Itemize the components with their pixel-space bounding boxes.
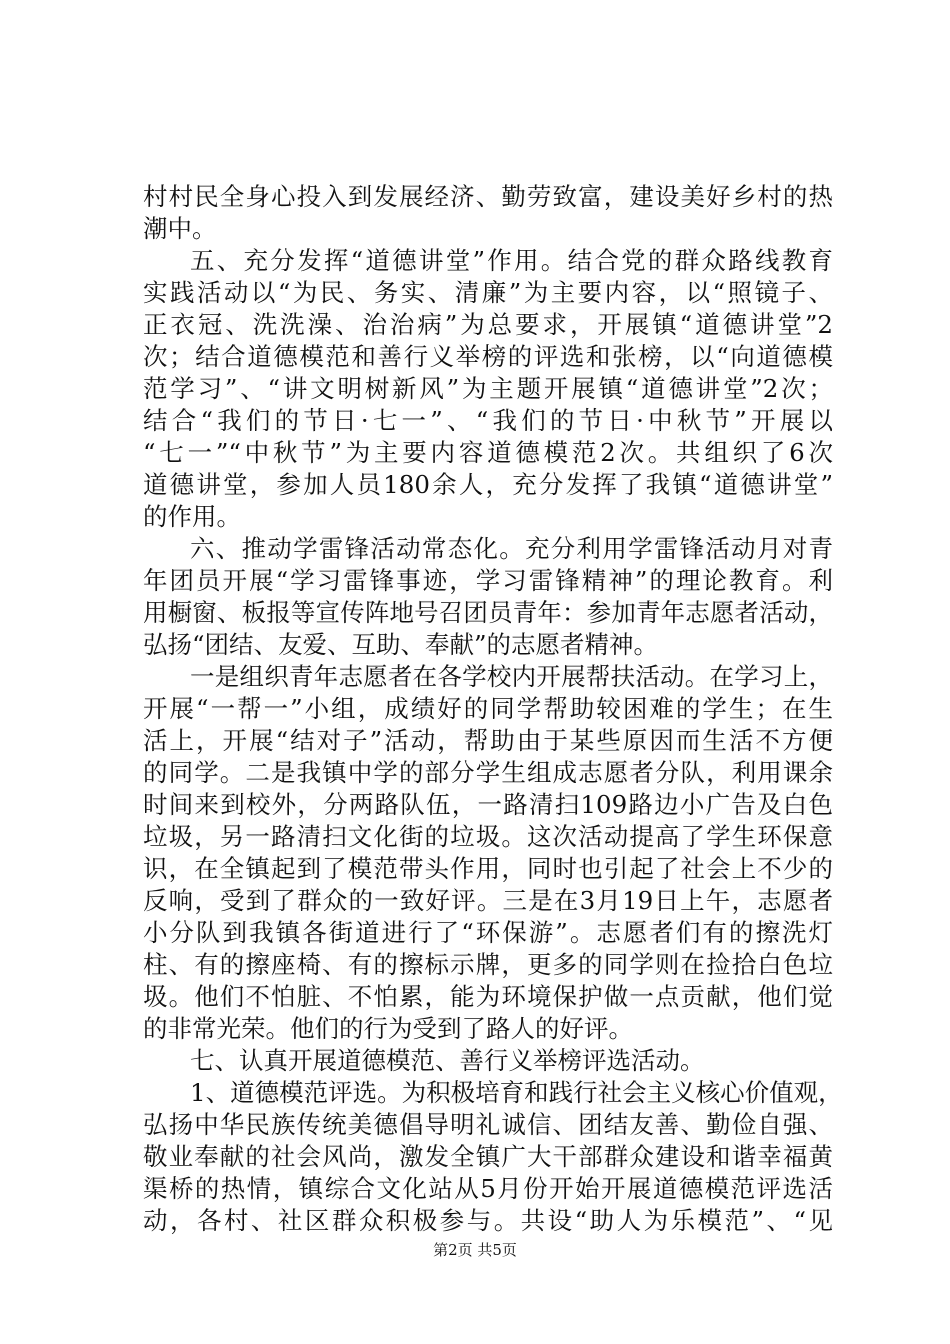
paragraph-line: 活上，开展“结对子”活动，帮助由于某些原因而生活不方便 [143,726,833,755]
paragraph-line: 年团员开展“学习雷锋事迹，学习雷锋精神”的理论教育。利 [143,566,833,595]
paragraph-line: 动，各村、社区群众积极参与。共设“助人为乐模范”、“见 [143,1206,833,1235]
paragraph-line: 次；结合道德模范和善行义举榜的评选和张榜，以“向道德模 [143,342,833,371]
paragraph-line: 渠桥的热情，镇综合文化站从5月份开始开展道德模范评选活 [143,1174,833,1203]
paragraph-line: 垃圾，另一路清扫文化街的垃圾。这次活动提高了学生环保意 [143,822,833,851]
paragraph-line: 范学习”、“讲文明树新风”为主题开展镇“道德讲堂”2次； [143,374,833,403]
paragraph-line: 实践活动以“为民、务实、清廉”为主要内容，以“照镜子、 [143,278,833,307]
paragraph-line: 敬业奉献的社会风尚，激发全镇广大干部群众建设和谐幸福黄 [143,1142,833,1171]
paragraph-line: 识，在全镇起到了模范带头作用，同时也引起了社会上不少的 [143,854,833,883]
paragraph-line: 六、推动学雷锋活动常态化。充分利用学雷锋活动月对青 [190,534,833,563]
paragraph-line: 的非常光荣。他们的行为受到了路人的好评。 [143,1014,633,1043]
paragraph-line: 柱、有的擦座椅、有的擦标示牌，更多的同学则在捡拾白色垃 [143,950,833,979]
paragraph-line: 开展“一帮一”小组，成绩好的同学帮助较困难的学生；在生 [143,694,833,723]
paragraph-line: 道德讲堂，参加人员180余人，充分发挥了我镇“道德讲堂” [143,470,833,499]
paragraph-line: 时间来到校外，分两路队伍，一路清扫109路边小广告及白色 [143,790,833,819]
paragraph-line: 村村民全身心投入到发展经济、勤劳致富，建设美好乡村的热 [143,182,833,211]
paragraph-line: 一是组织青年志愿者在各学校内开展帮扶活动。在学习上， [190,662,833,691]
paragraph-line: 结合“我们的节日·七一”、“我们的节日·中秋节”开展以 [143,406,833,435]
paragraph-line: 圾。他们不怕脏、不怕累，能为环境保护做一点贡献，他们觉 [143,982,833,1011]
paragraph-line: “七一”“中秋节”为主要内容道德模范2次。共组织了6次 [143,438,833,467]
section-heading: 七、认真开展道德模范、善行义举榜评选活动。 [190,1046,705,1075]
page-number-footer: 第2页 共5页 [433,1241,517,1259]
paragraph-line: 五、充分发挥“道德讲堂”作用。结合党的群众路线教育 [190,246,833,275]
paragraph-line: 的作用。 [143,502,241,531]
paragraph-line: 弘扬中华民族传统美德倡导明礼诚信、团结友善、勤俭自强、 [143,1110,833,1139]
paragraph-line: 反响，受到了群众的一致好评。三是在3月19日上午，志愿者 [143,886,833,915]
paragraph-line: 弘扬“团结、友爱、互助、奉献”的志愿者精神。 [143,630,659,659]
paragraph-line: 小分队到我镇各街道进行了“环保游”。志愿者们有的擦洗灯 [143,918,833,947]
paragraph-line: 1、道德模范评选。为积极培育和践行社会主义核心价值观， [190,1078,843,1107]
paragraph-line: 潮中。 [143,214,217,243]
paragraph-line: 正衣冠、洗洗澡、治治病”为总要求，开展镇“道德讲堂”2 [143,310,833,339]
paragraph-line: 用橱窗、板报等宣传阵地号召团员青年：参加青年志愿者活动， [143,598,833,627]
paragraph-line: 的同学。二是我镇中学的部分学生组成志愿者分队，利用课余 [143,758,833,787]
